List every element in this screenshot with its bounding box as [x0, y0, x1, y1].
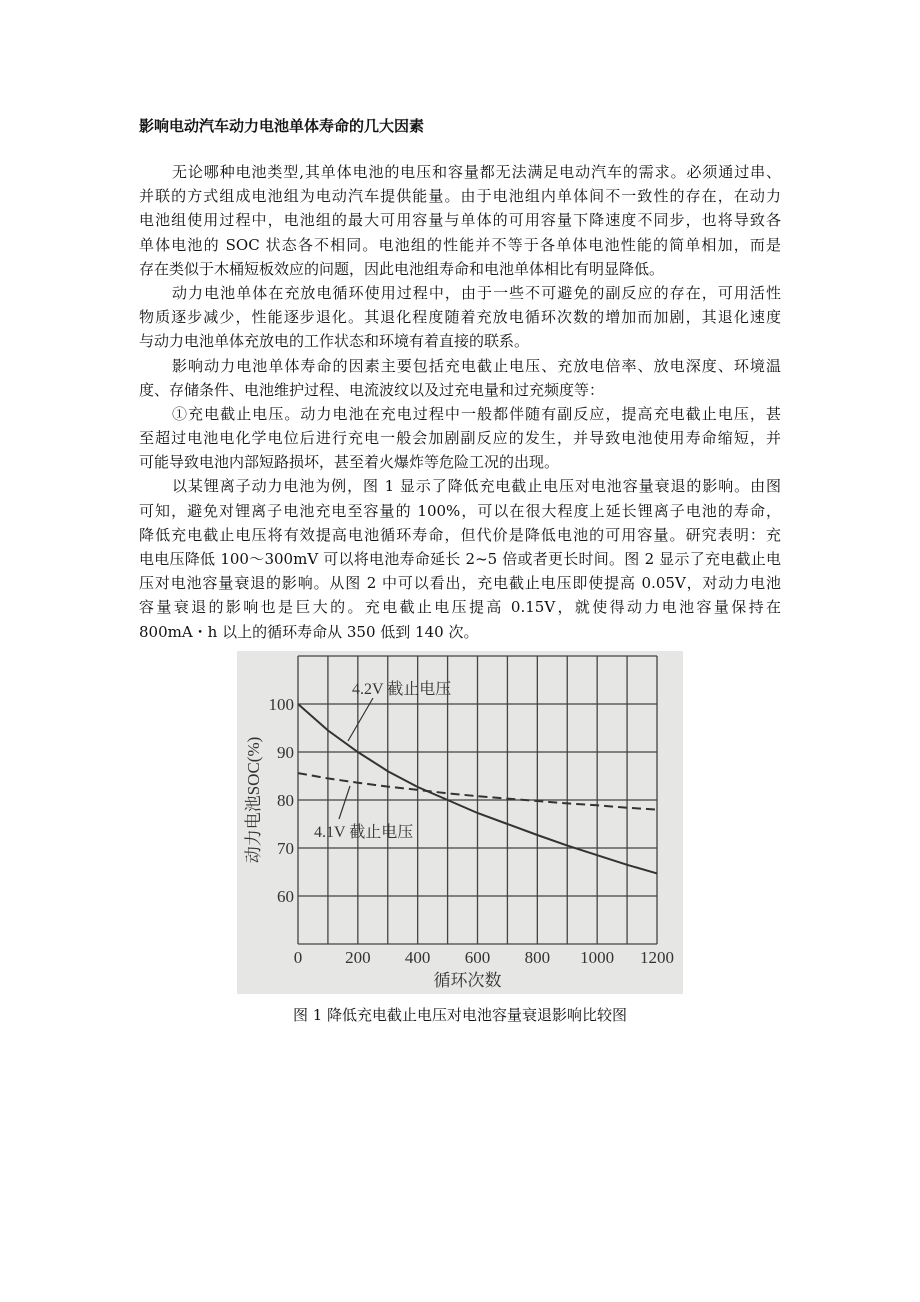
- y-tick-label: 80: [277, 791, 294, 810]
- figure-1: [237, 651, 683, 994]
- paragraph-line: 电电压降低 100～300mV 可以将电池寿命延长 2~5 倍或者更长时间。图 2 显示了充电截止电: [139, 550, 781, 568]
- x-tick-label: 400: [404, 948, 431, 967]
- paragraph-line: ①充电截止电压。动力电池在充电过程中一般都伴随有副反应，提高充电截止电压，甚: [172, 404, 781, 423]
- paragraph-line: 单体电池的 SOC 状态各不相同。电池组的性能并不等于各单体电池性能的简单相加，而是: [139, 235, 781, 254]
- document-body: [139, 160, 781, 644]
- x-tick-label: 600: [464, 948, 491, 967]
- paragraph-line: 可能导致电池内部短路损坏，甚至着火爆炸等危险工况的出现。: [139, 453, 560, 472]
- paragraph-line: 存在类似于木桶短板效应的问题，因此电池组寿命和电池单体相比有明显降低。: [139, 259, 665, 278]
- y-axis-label: 动力电池SOC(%): [244, 736, 263, 864]
- paragraph-line: 影响动力电池单体寿命的因素主要包括充电截止电压、充放电倍率、放电深度、环境温: [172, 356, 781, 375]
- y-tick-label: 100: [268, 695, 294, 714]
- x-tick-label: 1200: [640, 948, 674, 967]
- paragraph-line: 电池组使用过程中，电池组的最大可用容量与单体的可用容量下降速度不同步，也将导致各: [139, 211, 781, 230]
- paragraph-line: 动力电池单体在充放电循环使用过程中，由于一些不可避免的副反应的存在，可用活性: [172, 283, 781, 302]
- y-tick-label: 60: [277, 887, 294, 906]
- x-tick-label: 200: [345, 948, 371, 967]
- series-label-4-1v: 4.1V 截止电压: [314, 824, 414, 841]
- y-tick-label: 90: [277, 743, 294, 762]
- figure-caption: 图 1 降低充电截止电压对电池容量衰退影响比较图: [292, 1006, 628, 1024]
- paragraph-line: 无论哪种电池类型,其单体电池的电压和容量都无法满足电动汽车的需求。必须通过串、: [172, 163, 781, 181]
- paragraph-line: 并联的方式组成电池组为电动汽车提供能量。由于电池组内单体间不一致性的存在，在动力: [139, 187, 781, 206]
- x-tick-label: 0: [293, 948, 303, 967]
- soc-cycle-chart: [237, 651, 683, 994]
- paragraph-line: 度、存储条件、电池维护过程、电流波纹以及过充电量和过充频度等：: [139, 380, 605, 399]
- paragraph-line: 至超过电池电化学电位后进行充电一般会加剧副反应的发生，并导致电池使用寿命缩短，并: [139, 429, 781, 448]
- paragraph-line: 容量衰退的影响也是巨大的。充电截止电压提高 0.15V，就使得动力电池容量保持在: [139, 598, 781, 617]
- paragraph-line: 以某锂离子动力电池为例，图 1 显示了降低充电截止电压对电池容量衰退的影响。由图: [172, 477, 781, 496]
- paragraph-line: 可知，避免对锂离子电池充电至容量的 100%，可以在很大程度上延长锂离子电池的寿命，: [139, 501, 781, 520]
- document-title: 影响电动汽车动力电池单体寿命的几大因素: [139, 117, 425, 135]
- paragraph-line: 800mA・h 以上的循环寿命从 350 低到 140 次。: [139, 622, 479, 641]
- paragraph-line: 与动力电池单体充放电的工作状态和环境有着直接的联系。: [139, 332, 530, 351]
- x-tick-label: 1000: [580, 948, 615, 967]
- y-tick-label: 70: [277, 839, 294, 858]
- paragraph-line: 压对电池容量衰退的影响。从图 2 中可以看出，充电截止电压即使提高 0.05V，对动力电池: [139, 574, 781, 593]
- series-label-4-2v: 4.2V 截止电压: [352, 681, 452, 698]
- x-tick-label: 800: [524, 948, 551, 967]
- paragraph-line: 降低充电截止电压将有效提高电池循环寿命，但代价是降低电池的可用容量。研究表明：充: [139, 525, 781, 544]
- annotation-leader-4-1v: [339, 786, 350, 819]
- paragraph-line: 物质逐步减少，性能逐步退化。其退化程度随着充放电循环次数的增加而加剧，其退化速度: [139, 308, 781, 327]
- x-axis-label: 循环次数: [433, 971, 502, 990]
